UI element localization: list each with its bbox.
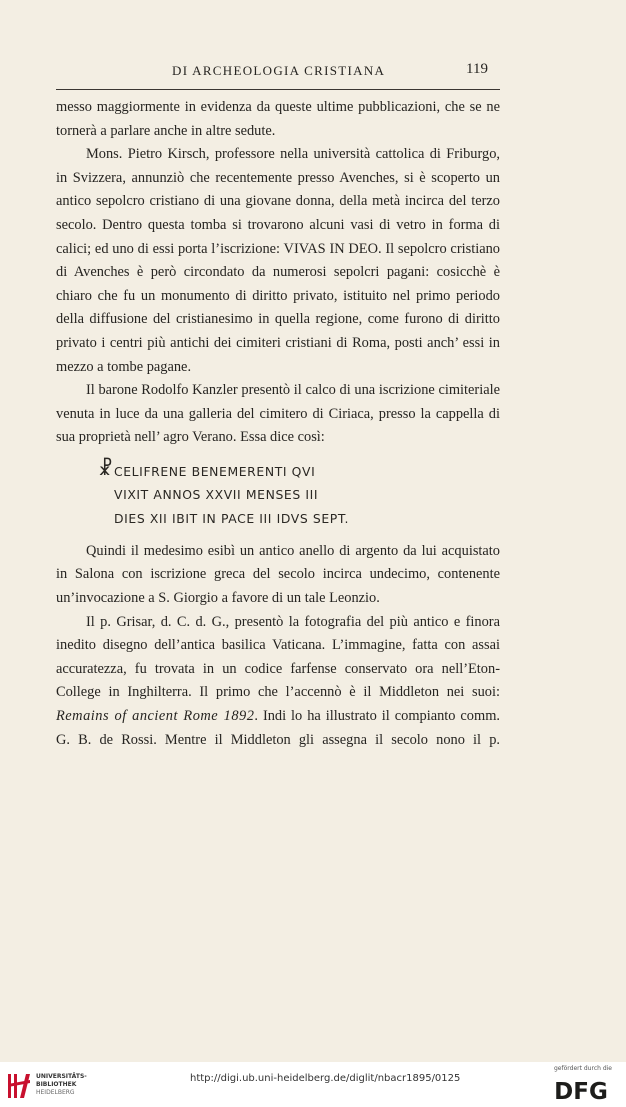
inscription-line-2: VIXIT ANNOS XXVII MENSES III bbox=[114, 487, 319, 503]
paragraph-4: Quindi il medesimo esibì un antico anello di argento da lui acquistato in Salona con iscrizione greca del secolo incirca undecimo, contenente un’invocazione a S. Giorgio a favore di un tale Leonzio. bbox=[56, 542, 500, 606]
inscription-text-1: CELIFRENE BENEMERENTI QVI bbox=[114, 463, 316, 479]
inscription-line-3: DIES XII IBIT IN PACE III IDVS SEPT. bbox=[114, 510, 350, 526]
paragraph-5-start: Il p. Grisar, d. C. d. G., presentò la fotografia del più antico e finora inedito disegno dell’antica basilica Vaticana. L’immagine, fatta con assai accuratezza, fu trovata in un codice farfense conservato ora nell’Eton-College in Inghilterra. Il primo che l’accennò è il Middleton nei suoi: bbox=[56, 613, 500, 701]
running-head bbox=[56, 63, 500, 83]
running-title: DI ARCHEOLOGIA CRISTIANA bbox=[172, 63, 386, 78]
permalink-url[interactable]: http://digi.ub.uni-heidelberg.de/diglit/nbacr1895/0125 bbox=[190, 1073, 461, 1084]
paragraph-3: Il barone Rodolfo Kanzler presentò il calco di una iscrizione cimiteriale venuta in luce da una galleria del cimitero di Ciriaca, presso la cappella di sua proprietà nell’ agro Verano. Essa dice così: bbox=[56, 382, 500, 446]
paragraph-1: messo maggiormente in evidenza da queste ultime pubblicazioni, che se ne tornerà a parlare anche in altre sedute. bbox=[56, 99, 500, 139]
inscription-block bbox=[56, 457, 500, 530]
header-rule bbox=[56, 89, 500, 90]
dfg-logo-text: DFG bbox=[554, 1079, 608, 1103]
paragraph-5-end: . Indi lo ha illustrato il compianto comm. G. B. de Rossi. Mentre il Middleton gli assegna il secolo nono il p. bbox=[56, 707, 500, 748]
paragraph-5 bbox=[56, 611, 500, 753]
library-name bbox=[36, 1073, 87, 1097]
inscription-line-1 bbox=[56, 457, 500, 483]
book-title: Remains of ancient Rome 1892 bbox=[56, 707, 255, 724]
library-line-1: UNIVERSITÄTS- bbox=[36, 1073, 87, 1080]
body-text bbox=[56, 96, 500, 752]
university-logo-icon bbox=[6, 1070, 32, 1100]
library-line-2: BIBLIOTHEK bbox=[36, 1081, 77, 1088]
paragraph-2: Mons. Pietro Kirsch, professore nella università cattolica di Friburgo, in Svizzera, annunziò che recentemente presso Avenches, si è scoperto un antico sepolcro cristiano di una giovane donna, della metà incirca del terzo secolo. Dentro questa tomba si trovarono alcuni vasi di vetro in forma di calici; ed uno di essi porta l’iscrizione: VIVAS IN DEO. Il sepolcro cristiano di Avenches è però circondato da numerosi sepolcri pagani: cosicchè è chiaro che fu un monumento di diritto privato, istituito nel primo periodo della diffusione del cristianesimo in quella regione, come furono di diritto privato i centri più antichi dei cimiteri cristiani di Roma, posti anch’ essi in mezzo a tombe pagane. bbox=[56, 146, 500, 375]
footer-bar bbox=[0, 1062, 626, 1107]
sponsor-text: gefördert durch die bbox=[554, 1065, 612, 1072]
page-number: 119 bbox=[466, 61, 488, 77]
chi-rho-icon: ☧ bbox=[98, 457, 113, 480]
dfg-logo-icon bbox=[550, 1077, 612, 1103]
library-line-3: HEIDELBERG bbox=[36, 1089, 75, 1096]
